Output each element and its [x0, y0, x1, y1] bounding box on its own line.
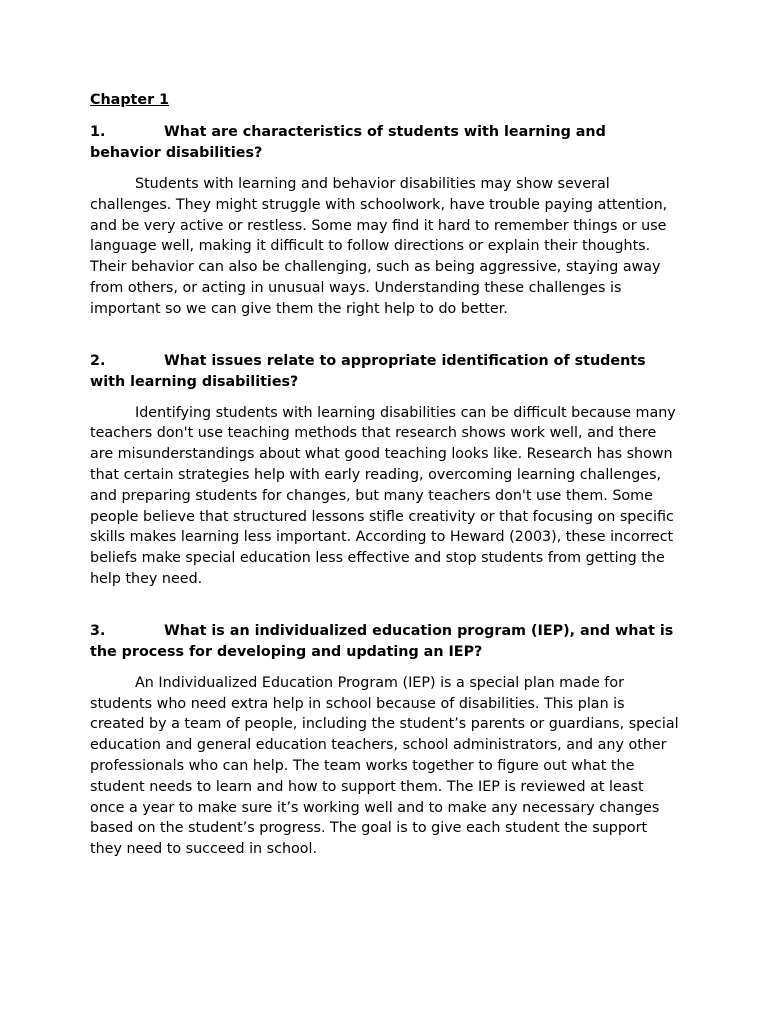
question-2-text: What issues relate to appropriate identification of students with learning disabilities?	[90, 352, 646, 390]
answer-1: Students with learning and behavior disabilities may show several challenges. They might struggle with schoolwork, have trouble paying attention, and be very active or restless. Some may find it hard to remember things or use language well, making it difficult to follow directions or explain their thoughts. Their behavior can also be challenging, such as being aggressive, staying away from others, or acting in unusual ways. Understanding these challenges is important so we can give them the right help to do better.	[90, 176, 668, 317]
question-2	[90, 351, 680, 393]
question-3	[90, 621, 680, 663]
answer-2: Identifying students with learning disabilities can be difficult because many teachers don't use teaching methods that research shows work well, and there are misunderstandings about what good teaching looks like. Research has shown that certain strategies help with early reading, overcoming learning challenges, and preparing students for changes, but many teachers don't use them. Some people believe that structured lessons stifle creativity or that focusing on specific skills makes learning less important. According to Heward (2003), these incorrect beliefs make special education less effective and stop students from getting the help they need.	[90, 404, 676, 587]
section-spacer	[90, 320, 680, 351]
question-3-text: What is an individualized education program (IEP), and what is the process for developing and updating an IEP?	[90, 622, 674, 660]
answer-3: An Individualized Education Program (IEP) is a special plan made for students who need extra help in school because of disabilities. This plan is created by a team of people, including the student’s parents or guardians, special education and general education teachers, school administrators, and any other professionals who can help. The team works together to figure out what the student needs to learn and how to support them. The IEP is reviewed at least once a year to make sure it’s working well and to make any necessary changes based on the student’s progress. The goal is to give each student the support they need to succeed in school.	[90, 674, 679, 858]
question-1	[90, 122, 680, 164]
chapter-title: Chapter 1	[90, 92, 170, 108]
question-3-number: 3.	[90, 622, 106, 639]
section-spacer	[90, 590, 680, 621]
question-2-number: 2.	[90, 352, 106, 369]
question-1-text: What are characteristics of students with learning and behavior disabilities?	[90, 124, 606, 161]
question-1-number: 1.	[90, 124, 106, 140]
document-page	[90, 90, 680, 860]
